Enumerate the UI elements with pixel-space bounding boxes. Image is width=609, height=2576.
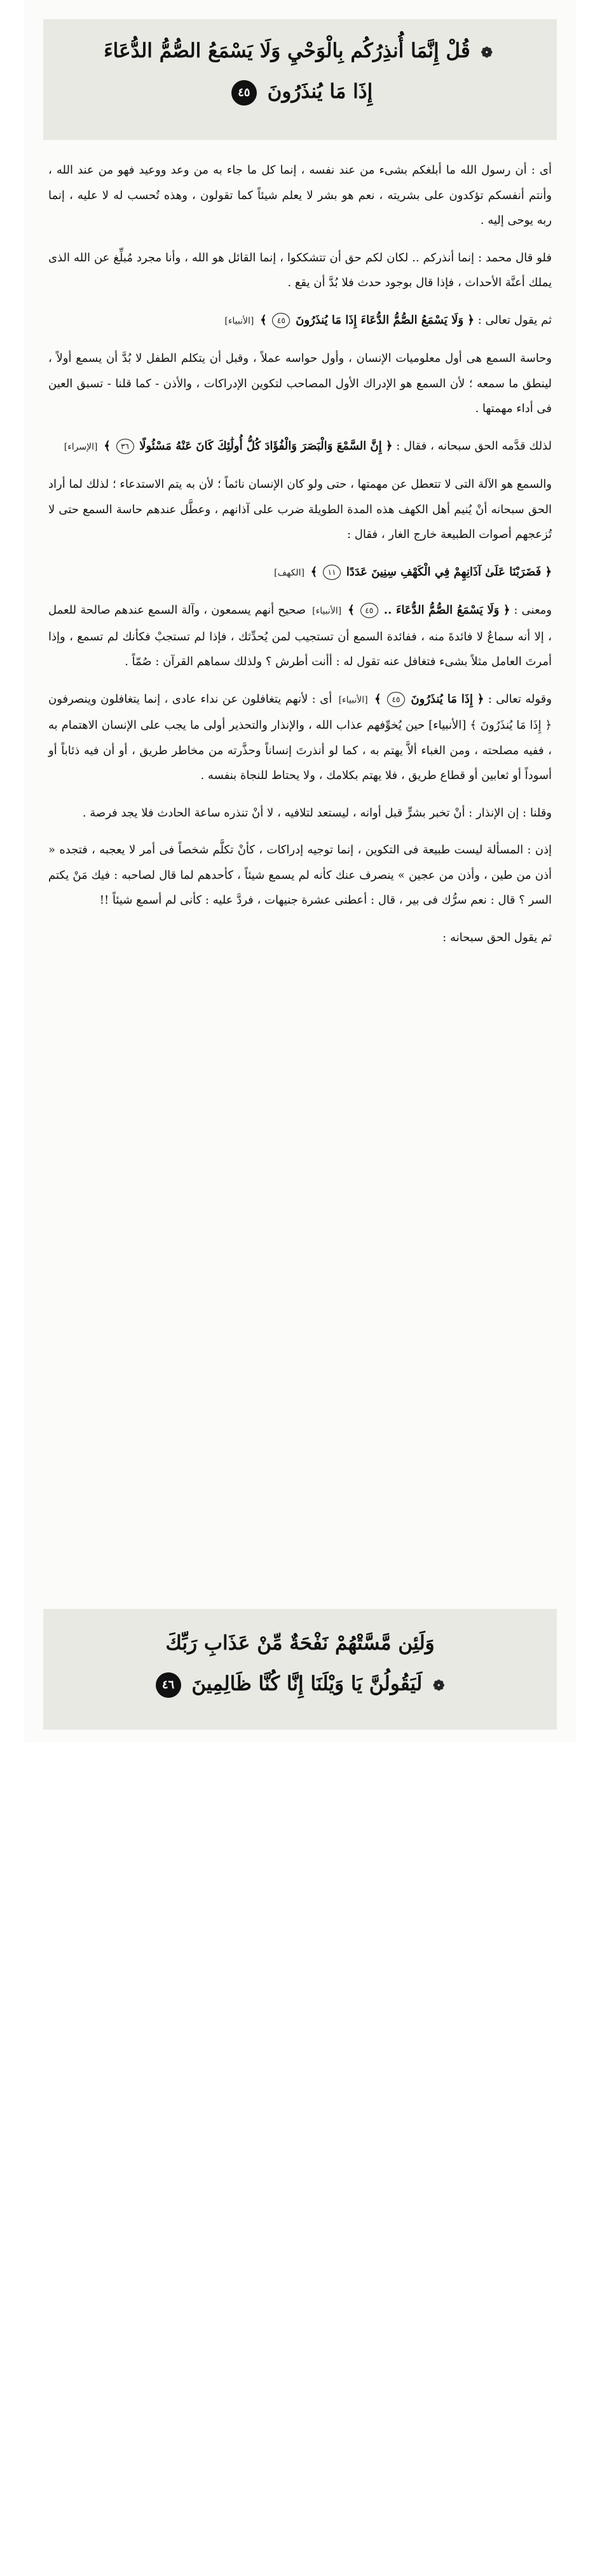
quote-bracket: ﴾ [348, 603, 355, 617]
verse-line [43, 31, 557, 71]
surah-reference: [الأنبياء] [312, 606, 342, 616]
surah-reference: [الأنبياء] [338, 694, 368, 705]
verse-line [43, 1623, 557, 1663]
ayah-number: ٣٦ [116, 439, 134, 454]
surah-reference: [الكهف] [274, 567, 304, 578]
surah-reference: [الإسراء] [64, 441, 98, 452]
quran-quote: ﴿ إِنَّ السَّمْعَ وَالْبَصَرَ وَالْفُؤَادَ كُلُّ أُولَٰئِكَ كَانَ عَنْهُ مَسْئُولًا [139, 439, 393, 453]
paragraph [48, 687, 552, 789]
paragraph [48, 158, 552, 233]
paragraph [48, 346, 552, 422]
paragraph [48, 925, 552, 951]
paragraph-text: أى : لأنهم يتغافلون عن نداء عادى ، إنما يتغافلون وينصرفون ﴿ إِذَا مَا يُنذَرُونَ ﴾ [الأنبياء] حين يُخوِّفهم عذاب الله ، والإنذار والتحذير أولى ما يجب على الإنسان الاهتمام به ، ففيه مصلحته ، ومن الغباء ألاَّ يهتم به ، كما لو أنذرتَ إنساناً وحذَّرته من مخاطر طريق ، أو أن فيه ذئاباً أو أسوداً أو ثعابين أو قطاع طريق ، فلا يهتم بكلامك ، ولا يحتاط للنجاة بنفسه . [48, 692, 552, 782]
quote-bracket: ﴾ [374, 692, 381, 706]
quran-quote: ﴿ فَضَرَبْنَا عَلَىٰ آذَانِهِمْ فِي الْكَهْفِ سِنِينَ عَدَدًا [346, 565, 552, 579]
paragraph [48, 837, 552, 913]
paragraph-text: وحاسة السمع هى أول معلوميات الإنسان ، وأول حواسه عملاً ، وقبل أن يتكلم الطفل لا بُدَّ أن يسمع أولاً ، لينطق ما سمعه ؛ لأن السمع هو الإدراك الأول المصاحب لتكوين الإدراكات ، والأذن - كما قلنا - تسبق العين فى أداء مهمتها . [48, 352, 552, 415]
verse-text: إِذَا مَا يُنذَرُونَ [267, 80, 373, 103]
paragraph [48, 434, 552, 460]
quran-quote: ﴿ وَلَا يَسْمَعُ الصُّمُّ الدُّعَاءَ .. [383, 603, 510, 617]
verse-banner-bottom [43, 1609, 557, 1730]
verse-text: قُلْ إِنَّمَا أُنذِرُكُم بِالْوَحْيِ وَلَا يَسْمَعُ الصُّمُّ الدُّعَاءَ [104, 39, 470, 62]
paragraph-text: والسمع هو الآلة التى لا تتعطل عن مهمتها ، حتى ولو كان الإنسان نائماً ؛ لأن به يتم الاستدعاء ؛ لذلك لما أراد الحق سبحانه أنْ يُنيم أهل الكهف هذه المدة الطويلة ضرب على آذانهم ، وعطَّل عندهم حاسة السمع حتى لا تُزعجهم أصوات الطبيعة خارج الغار ، فقال : [48, 478, 552, 541]
fleuron-icon: ❁ [481, 45, 493, 61]
fleuron-icon: ❁ [433, 1677, 445, 1694]
paragraph-text: ثم يقول الحق سبحانه : [442, 930, 552, 944]
verse-text: وَلَئِن مَّسَّتْهُمْ نَفْحَةٌ مِّنْ عَذَابِ رَبِّكَ [165, 1632, 435, 1655]
paragraph-lead: لذلك قدَّمه الحق سبحانه ، فقال : [396, 439, 552, 453]
quran-quote: ﴿ إِذَا مَا يُنذَرُونَ [411, 692, 484, 706]
paragraph [48, 598, 552, 675]
ayah-number: ٤٥ [272, 313, 290, 328]
paragraph [48, 560, 552, 586]
paragraph [48, 308, 552, 334]
commentary-body [48, 158, 552, 962]
verse-line [43, 1663, 557, 1704]
paragraph-lead: ثم يقول تعالى : [477, 313, 552, 327]
paragraph-lead: ومعنى : [514, 603, 552, 617]
paragraph-text: أى : أن رسول الله ما أبلغكم بشىء من عند نفسه ، إنما كل ما جاء به من وعد ووعيد فهو من عند الله ، وأنتم أنفسكم تؤكدون على بشريته ، نعم هو بشر لا يعلم شيئاً كما تقولون ، وهذه تُحسب له لا عليه ، إنما ربه يوحى إليه . [48, 163, 552, 227]
ayah-number: ١١ [323, 565, 341, 580]
verse-text: لَيَقُولُنَّ يَا وَيْلَنَا إِنَّا كُنَّا ظَالِمِينَ [191, 1672, 423, 1695]
quote-bracket: ﴾ [310, 565, 318, 579]
paragraph-lead: وقوله تعالى : [488, 692, 552, 706]
surah-reference: [الأنبياء] [224, 315, 254, 326]
paragraph [48, 801, 552, 826]
quote-bracket: ﴾ [104, 439, 111, 453]
ayah-number-badge: ٤٦ [156, 1672, 181, 1698]
paragraph [48, 245, 552, 296]
verse-banner-top [43, 19, 557, 140]
paragraph-text: فلو قال محمد : إنما أنذركم .. لكان لكم حق أن تتشككوا ، إنما القائل هو الله ، وأنا مجرد مُبلِّغ عن الله الذى يملك أعنَّة الأحداث ، فإذا قال بوجود حدث فلا بُدَّ أن يقع . [48, 251, 552, 289]
quran-quote: ﴿ وَلَا يَسْمَعُ الصُّمُّ الدُّعَاءَ إِذَا مَا يُنذَرُونَ [296, 313, 474, 327]
paragraph-text: إذن : المسألة ليست طبيعة فى التكوين ، إنما توجيه إدراكات ، كأنْ تكلَّم شخصاً فى أمر لا يعجبه ، فتجده « أذن من طين ، وأذن من عجين » ينصرف عنك كأنه لم يسمع شيئاً ، كأحدهم لما قال لصاحبه : فيك مَنْ يكتم السر ؟ قال : نعم سرُّك فى بير ، قال : أعطنى عشرة جنيهات ، فردَّ عليه : كأنى لم أسمع شيئاً !! [48, 843, 552, 907]
paragraph [48, 472, 552, 548]
ayah-number-badge: ٤٥ [231, 80, 257, 106]
paragraph-text: وقلنا : إن الإنذار : أنْ تخبر بشرٍّ قبل أوانه ، ليستعد لتلافيه ، لا أنْ تنذره ساعة الحادث فلا يجد فرصة . [82, 806, 552, 820]
ayah-number: ٤٥ [360, 603, 378, 618]
verse-line [43, 71, 557, 112]
quote-bracket: ﴾ [260, 313, 267, 327]
scanned-page [24, 0, 576, 1742]
paragraph-text: صحيح أنهم يسمعون ، وآلة السمع عندهم صالحة للعمل ، إلا أنه سماعٌ لا فائدةَ منه ، ففائدة السمع أن تستجيب لمن يُحدِّثك ، فإذا لم تستجبْ فكأنك لم تسمع ، وإذا أمرتَ العامل مثلاً بشىء فتغافل عنه تقول له : أأنت أطرش ؟ ولذلك سماهم القرآن : صُمّاً . [48, 603, 552, 668]
ayah-number: ٤٥ [387, 692, 405, 707]
